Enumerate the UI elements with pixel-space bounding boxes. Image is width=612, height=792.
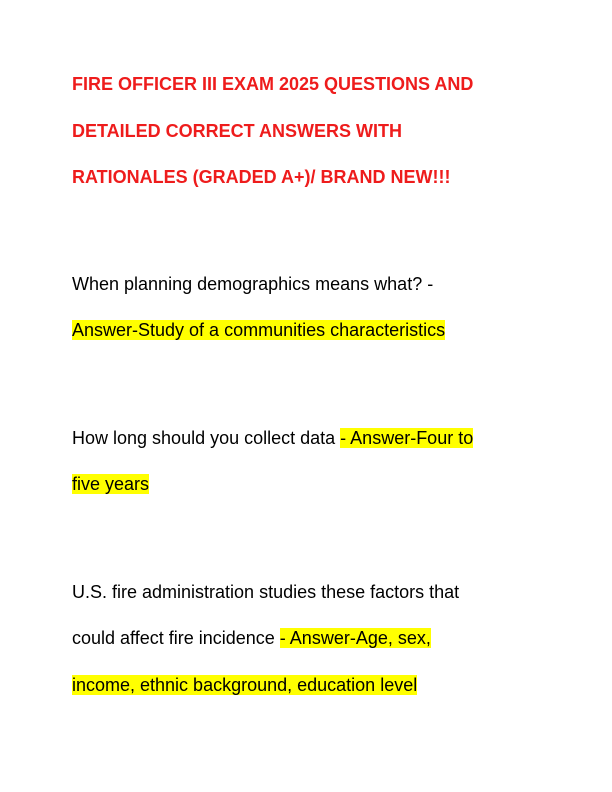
question-2-text: How long should you collect data <box>72 428 341 448</box>
answer-2-line-2 <box>72 473 149 495</box>
question-2-line-1 <box>72 427 473 449</box>
answer-3-highlight-1: - Answer-Age, sex, <box>279 628 431 648</box>
answer-2-highlight-2: five years <box>72 474 150 494</box>
document-title-line-2: DETAILED CORRECT ANSWERS WITH <box>72 121 402 141</box>
question-3-text-2: could affect fire incidence <box>72 628 280 648</box>
document-title-line-1: FIRE OFFICER III EXAM 2025 QUESTIONS AND <box>72 74 474 94</box>
answer-1-line <box>72 319 445 341</box>
answer-1-highlight: Answer-Study of a communities characteristics <box>72 320 446 340</box>
question-1-text: When planning demographics means what? - <box>72 274 434 294</box>
question-3-line-1: U.S. fire administration studies these factors that <box>72 582 460 602</box>
answer-3-line-2 <box>72 674 417 696</box>
question-3-line-2 <box>72 627 431 649</box>
answer-2-highlight-1: - Answer-Four to <box>340 428 474 448</box>
answer-3-highlight-2: income, ethnic background, education level <box>72 675 418 695</box>
document-title-line-3: RATIONALES (GRADED A+)/ BRAND NEW!!! <box>72 167 451 187</box>
